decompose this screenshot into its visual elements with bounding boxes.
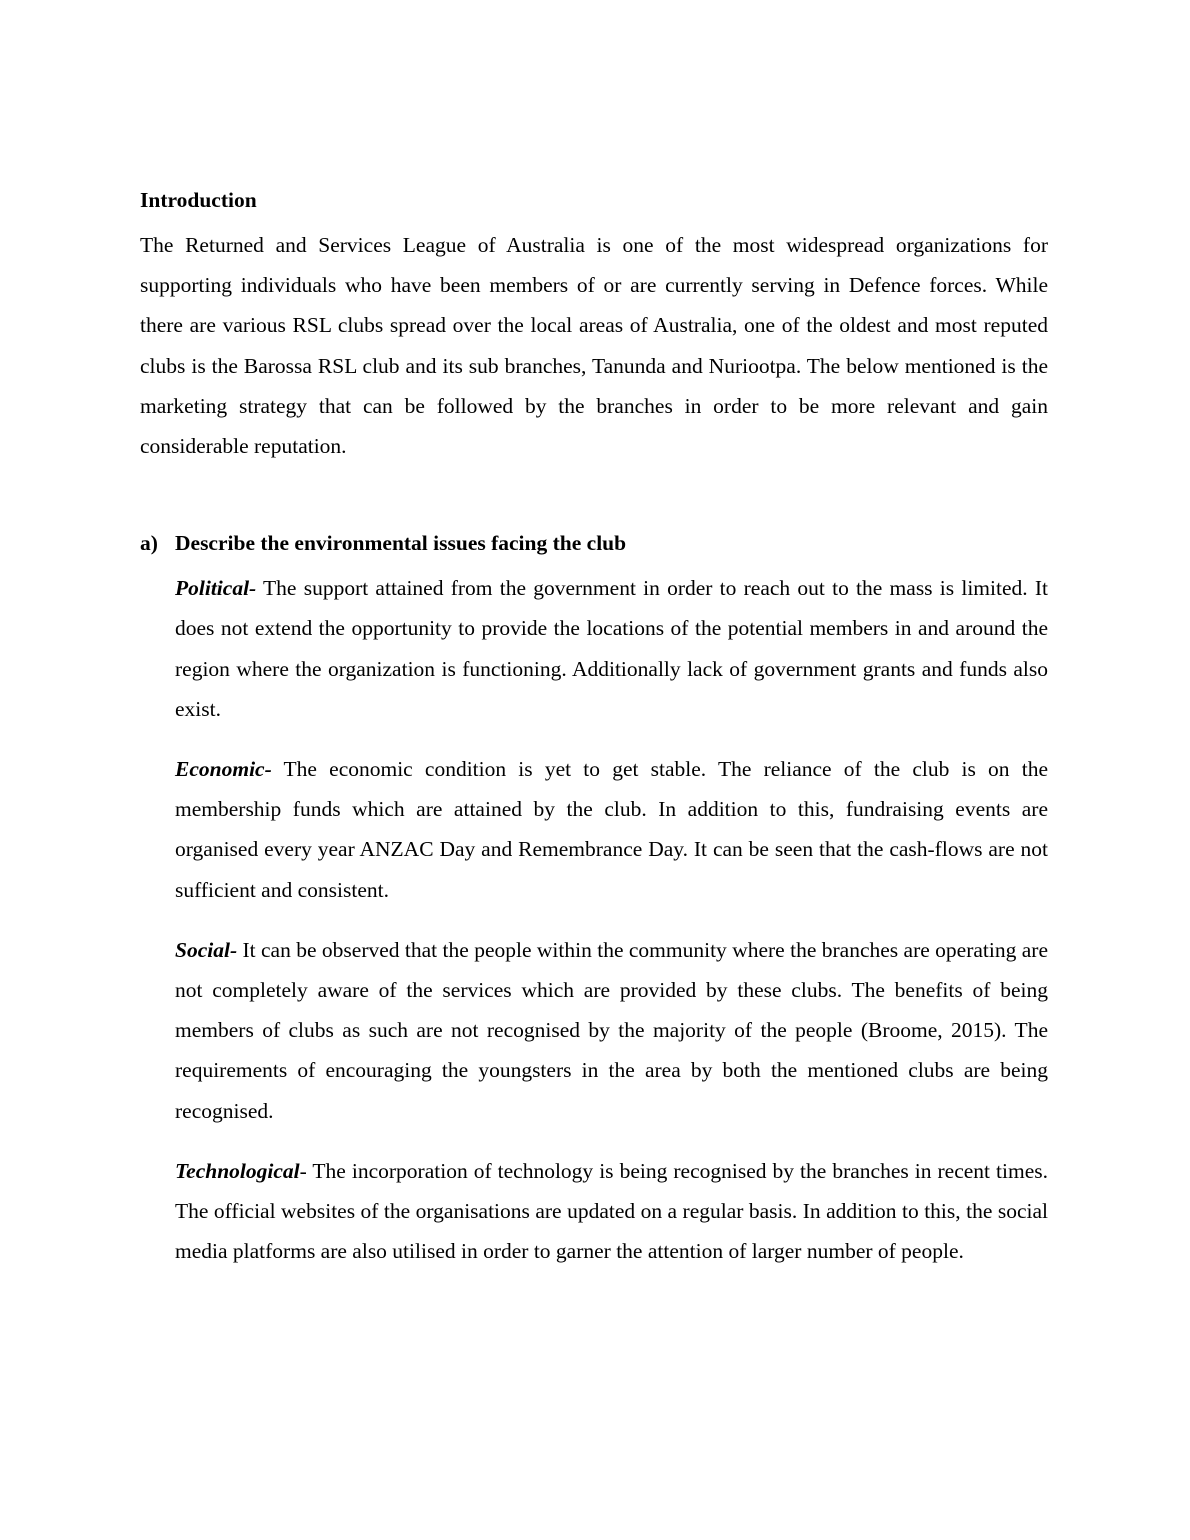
political-text: The support attained from the government in order to reach out to the mass is limited. It does not extend the opportunity to provide the locations of the potential members in and around the region where the organization is functioning. Additionally lack of government grants and funds also exist.: [175, 576, 1048, 721]
document-page: [140, 185, 1048, 1291]
technological-term: Technological: [175, 1158, 300, 1183]
section-a-heading: [140, 528, 1048, 559]
political-paragraph: [175, 568, 1048, 729]
economic-paragraph: [175, 749, 1048, 910]
technological-paragraph: [175, 1151, 1048, 1272]
section-a: [140, 528, 1048, 1271]
economic-term: Economic-: [175, 757, 272, 782]
introduction-heading: Introduction: [140, 188, 257, 212]
political-term: Political-: [175, 576, 257, 601]
social-paragraph: [175, 930, 1048, 1131]
social-text: It can be observed that the people within the community where the branches are operating are not completely aware of the services which are provided by these clubs. The benefits of being members of clubs as such are not recognised by the majority of the people (Broome, 2015). The requirements of encouraging the youngsters in the area by both the mentioned clubs are being recognised.: [175, 937, 1048, 1123]
economic-text: The economic condition is yet to get stable. The reliance of the club is on the membership funds which are attained by the club. In addition to this, fundraising events are organised every year ANZAC Day and Remembrance Day. It can be seen that the cash-flows are not sufficient and consistent.: [175, 757, 1048, 902]
social-term: Social-: [175, 937, 238, 962]
introduction-paragraph: The Returned and Services League of Australia is one of the most widespread organizations for supporting individuals who have been members of or are currently serving in Defence forces. While there are various RSL clubs spread over the local areas of Australia, one of the oldest and most reputed clubs is the Barossa RSL club and its sub branches, Tanunda and Nuriootpa. The below mentioned is the marketing strategy that can be followed by the branches in order to be more relevant and gain considerable reputation.: [140, 233, 1048, 459]
list-marker: a): [140, 531, 158, 556]
section-a-title: Describe the environmental issues facing the club: [175, 531, 627, 556]
section-a-items: [175, 568, 1048, 1271]
technological-text: - The incorporation of technology is being recognised by the branches in recent times. The official websites of the organisations are updated on a regular basis. In addition to this, the social media platforms are also utilised in order to garner the attention of larger number of people.: [175, 1158, 1048, 1264]
